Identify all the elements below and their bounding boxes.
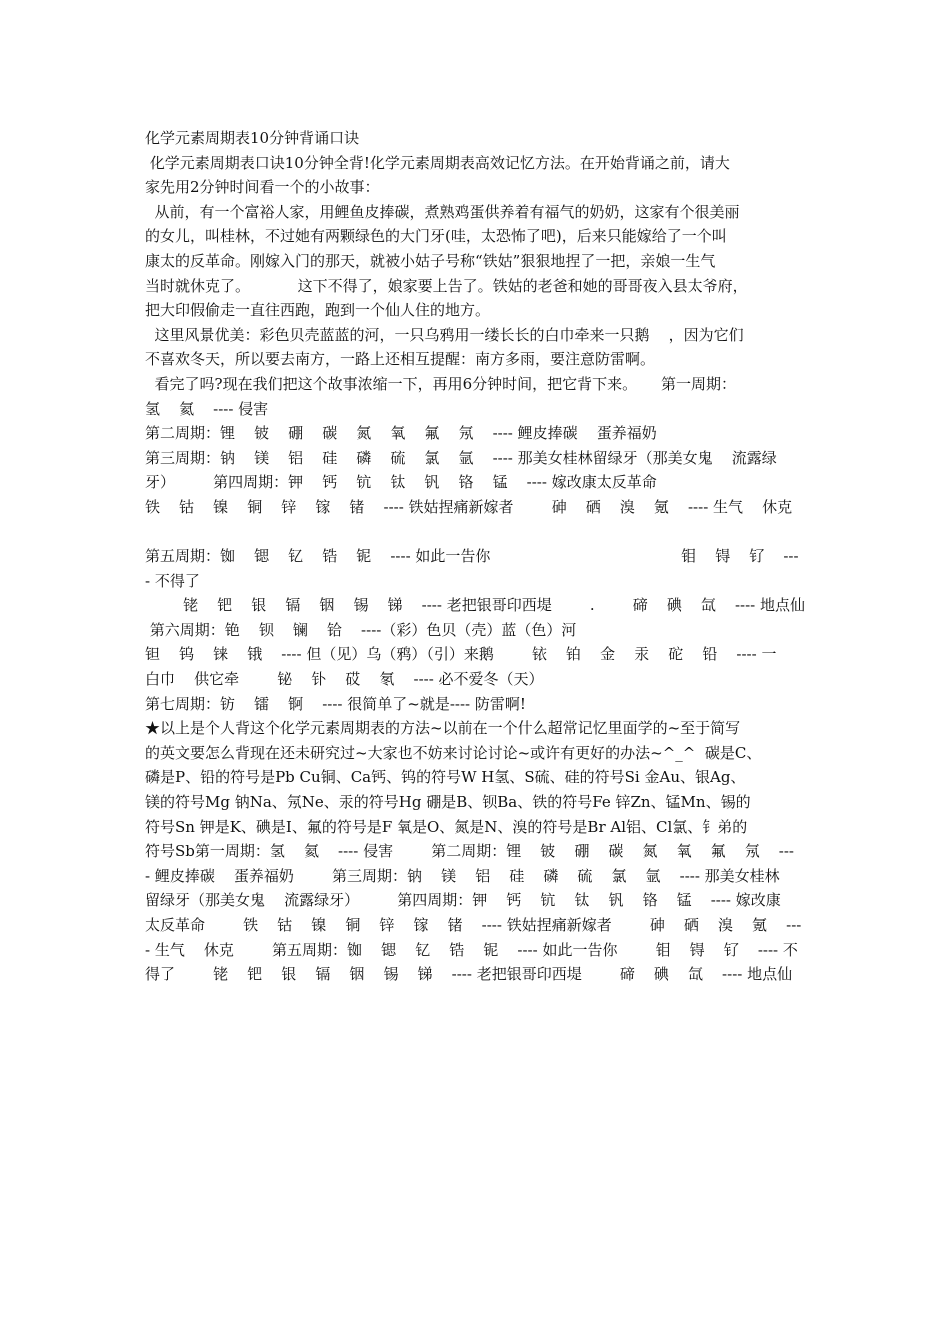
document-title: 化学元素周期表10分钟背诵口诀 (145, 129, 360, 147)
text-line: 康太的反革命。刚嫁入门的那天，就被小姑子号称“铁姑”狠狠地捏了一把，亲娘一生气 (145, 251, 716, 270)
text-line: 镁的符号Mg 钠Na、氖Ne、汞的符号Hg 硼是B、钡Ba、铁的符号Fe 锌Zn、锰Mn、锡的 (145, 793, 751, 812)
text-line: 符号Sn 钾是K、碘是I、氟的符号是F 氧是O、氮是N、溴的符号是Br Al铝、Cl氯、钅弟的 (145, 817, 748, 836)
document-text (145, 151, 810, 987)
text-line: 化学元素周期表口诀10分钟全背!化学元素周期表高效记忆方法。在开始背诵之前，请大 (145, 153, 730, 172)
text-line: 的英文要怎么背现在还未研究过~大家也不妨来讨论讨论~或许有更好的办法~^_^ 碳是C、 (145, 743, 762, 762)
text-line: 这里风景优美：彩色贝壳蓝蓝的河，一只乌鸦用一缕长长的白巾牵来一只鹅 ，因为它们 (145, 325, 744, 344)
text-line: 钽 钨 铼 锇 ---- 但（见）乌（鸦）（引）来鹅 铱 铂 金 汞 砣 铅 ---- 一 (145, 645, 777, 664)
text-line (145, 520, 810, 545)
text-line: 牙） 第四周期：钾 钙 钪 钛 钒 铬 锰 ---- 嫁改康太反革命 (145, 473, 657, 492)
text-line: 看完了吗?现在我们把这个故事浓缩一下，再用6分钟时间，把它背下来。 第一周期： (145, 374, 736, 393)
text-line: 留绿牙（那美女鬼 流露绿牙） 第四周期：钾 钙 钪 钛 钒 铬 锰 ---- 嫁改康 (145, 891, 781, 910)
text-line: 得了 铑 钯 银 镉 铟 锡 锑 ---- 老把银哥印西堤 碲 碘 氙 ---- 地点仙 (145, 965, 793, 984)
text-line: 第六周期：铯 钡 镧 铪 ----（彩）色贝（壳）蓝（色）河 (145, 620, 577, 639)
text-line: 把大印假偷走一直往西跑，跑到一个仙人住的地方。 (145, 301, 491, 320)
text-line: 第五周期：铷 锶 钇 锆 铌 ---- 如此一告你 钼 锝 钌 --- (145, 547, 799, 566)
text-line: 第三周期：钠 镁 铝 硅 磷 硫 氯 氩 ---- 那美女桂林留绿牙（那美女鬼 流露绿 (145, 448, 777, 467)
text-line: 从前，有一个富裕人家，用鲤鱼皮捧碳，煮熟鸡蛋供养着有福气的奶奶，这家有个很美丽 (145, 202, 740, 221)
text-line: ★以上是个人背这个化学元素周期表的方法~以前在一个什么超常记忆里面学的~至于简写 (145, 719, 741, 738)
document-body (145, 126, 810, 987)
text-line: - 不得了 (145, 571, 200, 590)
text-line: 氢 氦 ---- 侵害 (145, 399, 269, 418)
text-line: - 鲤皮捧碳 蛋养福奶 第三周期：钠 镁 铝 硅 磷 硫 氯 氩 ---- 那美女桂林 (145, 866, 780, 885)
text-line: 铑 钯 银 镉 铟 锡 锑 ---- 老把银哥印西堤 . 碲 碘 氙 ---- 地点仙 (145, 596, 806, 615)
text-line: 的女儿，叫桂林，不过她有两颗绿色的大门牙(哇，太恐怖了吧)，后来只能嫁给了一个叫 (145, 227, 727, 246)
text-line: 第二周期：锂 铍 硼 碳 氮 氧 氟 氖 ---- 鲤皮捧碳 蛋养福奶 (145, 424, 657, 443)
text-line: 第七周期：钫 镭 锕 ---- 很简单了~就是---- 防雷啊! (145, 694, 526, 713)
text-line: 当时就休克了。 这下不得了，娘家要上告了。铁姑的老爸和她的哥哥夜入县太爷府， (145, 276, 748, 295)
text-line: 不喜欢冬天，所以要去南方，一路上还相互提醒：南方多雨，要注意防雷啊。 (145, 350, 656, 369)
text-line: 磷是P、铅的符号是Pb Cu铜、Ca钙、钨的符号W H氢、S硫、硅的符号Si 金Au、银Ag、 (145, 768, 746, 787)
text-line: - 生气 休克 第五周期：铷 锶 钇 锆 铌 ---- 如此一告你 钼 锝 钌 ---- 不 (145, 940, 798, 959)
text-line: 家先用2分钟时间看一个的小故事： (145, 178, 380, 197)
text-line: 铁 钴 镍 铜 锌 镓 锗 ---- 铁姑捏痛新嫁者 砷 硒 溴 氪 ---- 生气 休克 (145, 497, 793, 516)
text-line: 符号Sb第一周期：氢 氦 ---- 侵害 第二周期：锂 铍 硼 碳 氮 氧 氟 氖 --- (145, 842, 794, 861)
text-line: 太反革命 铁 钴 镍 铜 锌 镓 锗 ---- 铁姑捏痛新嫁者 砷 硒 溴 氪 --- (145, 916, 802, 934)
text-line: 白巾 供它牵 铋 钋 砹 氡 ---- 必不爱冬（天） (145, 670, 544, 689)
